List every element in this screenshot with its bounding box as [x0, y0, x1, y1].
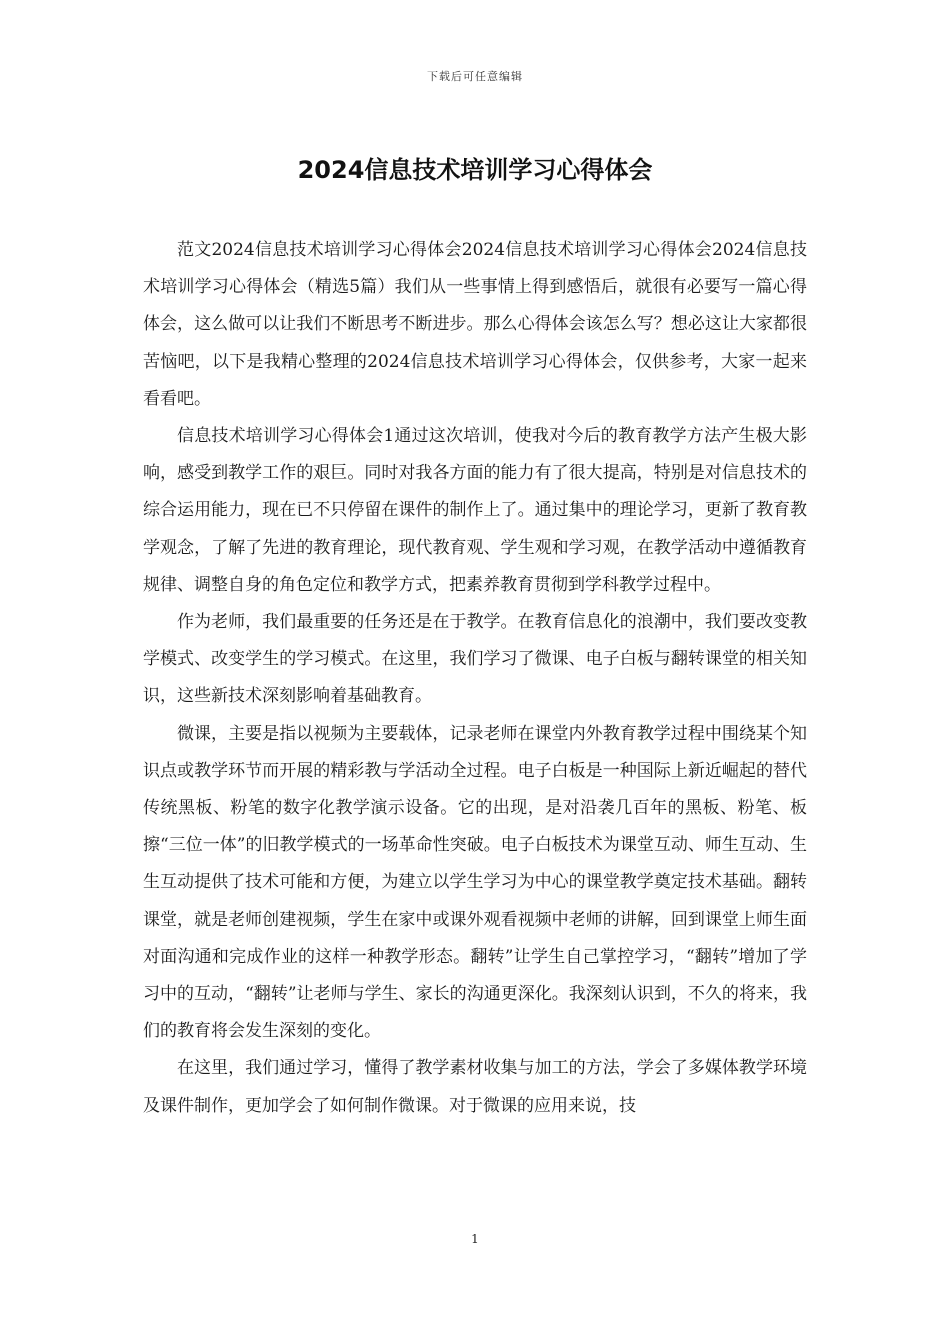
paragraph-2: 信息技术培训学习心得体会1通过这次培训，使我对今后的教育教学方法产生极大影响，感受到教学工作的艰巨。同时对我各方面的能力有了很大提高，特别是对信息技术的综合运用能力，现在已不只停留在课件的制作上了。通过集中的理论学习，更新了教育教学观念，了解了先进的教育理论，现代教育观、学生观和学习观，在教学活动中遵循教育规律、调整自身的角色定位和教学方式，把素养教育贯彻到学科教学过程中。 [143, 426, 807, 595]
paragraph-4: 微课，主要是指以视频为主要载体，记录老师在课堂内外教育教学过程中围绕某个知识点或教学环节而开展的精彩教与学活动全过程。电子白板是一种国际上新近崛起的替代传统黑板、粉笔的数字化教学演示设备。它的出现，是对沿袭几百年的黑板、粉笔、板擦“三位一体”的旧教学模式的一场革命性突破。电子白板技术为课堂互动、师生互动、生生互动提供了技术可能和方便，为建立以学生学习为中心的课堂教学奠定技术基础。翻转课堂，就是老师创建视频，学生在家中或课外观看视频中老师的讲解，回到课堂上师生面对面沟通和完成作业的这样一种教学形态。翻转”让学生自己掌控学习，“翻转”增加了学习中的互动，“翻转”让老师与学生、家长的沟通更深化。我深刻认识到，不久的将来，我们的教育将会发生深刻的变化。 [143, 723, 807, 1042]
paragraph-1: 范文2024信息技术培训学习心得体会2024信息技术培训学习心得体会2024信息技术培训学习心得体会（精选5篇）我们从一些事情上得到感悟后，就很有必要写一篇心得体会，这么做可以让我们不断思考不断进步。那么心得体会该怎么写？想必这让大家都很苦恼吧，以下是我精心整理的2024信息技术培训学习心得体会，仅供参考，大家一起来看看吧。 [143, 240, 807, 409]
paragraph-5: 在这里，我们通过学习，懂得了教学素材收集与加工的方法，学会了多媒体教学环境及课件制作，更加学会了如何制作微课。对于微课的应用来说，技 [143, 1058, 807, 1116]
page-number: 1 [471, 1232, 479, 1246]
header-note: 下载后可任意编辑 [427, 70, 523, 83]
document-body [143, 232, 807, 1125]
document-title: 2024信息技术培训学习心得体会 [297, 156, 653, 184]
paragraph-3: 作为老师，我们最重要的任务还是在于教学。在教育信息化的浪潮中，我们要改变教学模式、改变学生的学习模式。在这里，我们学习了微课、电子白板与翻转课堂的相关知识，这些新技术深刻影响着基础教育。 [143, 612, 807, 707]
